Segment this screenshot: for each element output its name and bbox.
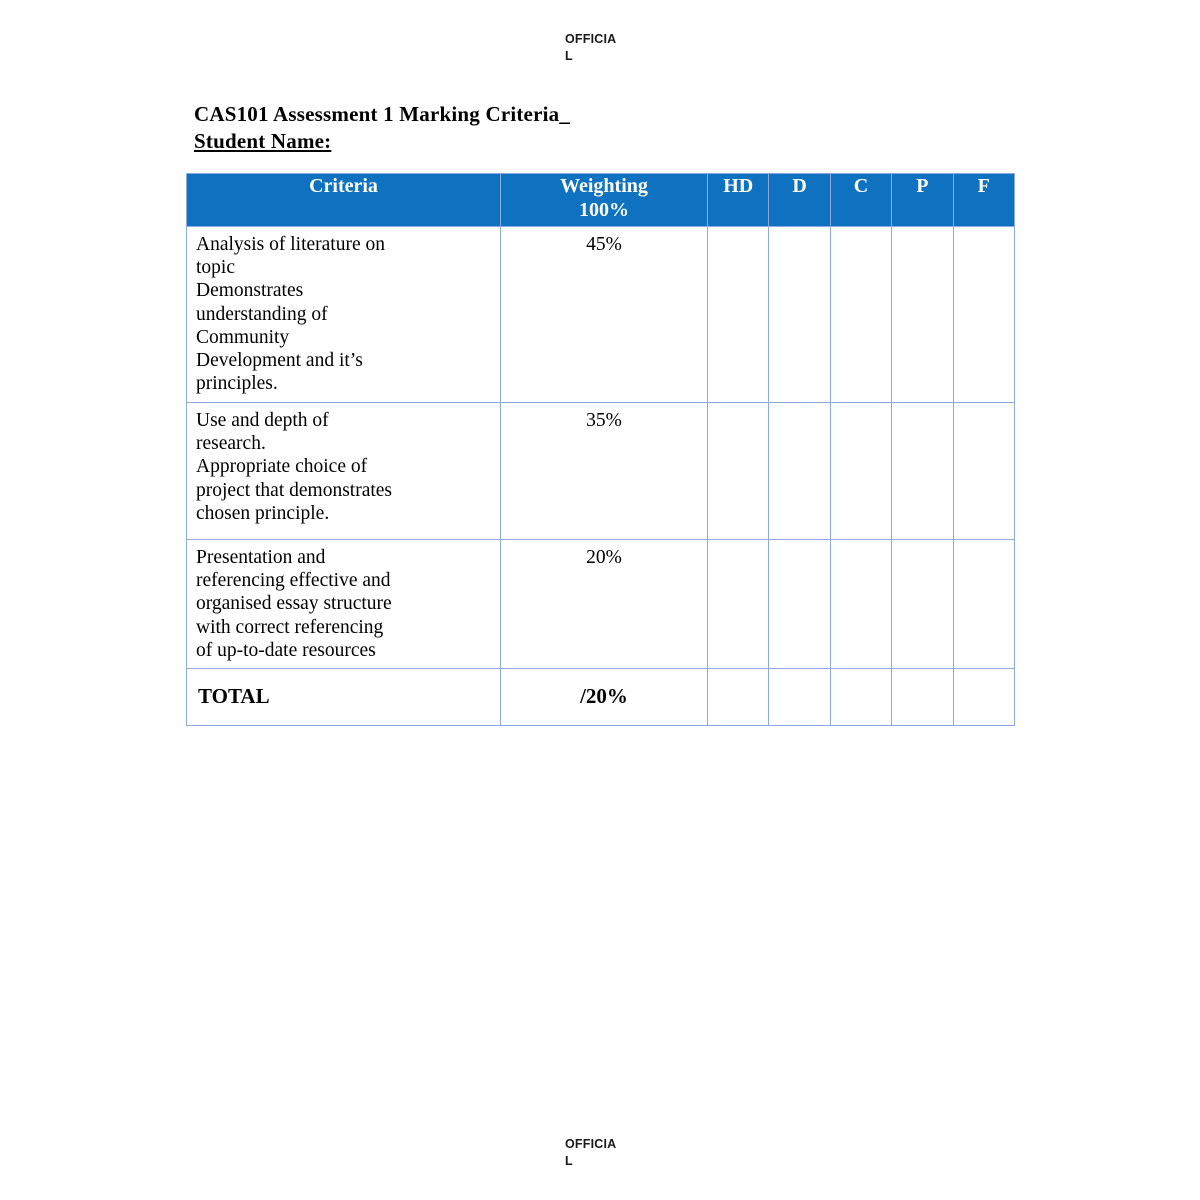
- table-header-row: [187, 174, 1015, 227]
- criteria-text-line: topic: [196, 257, 235, 279]
- criteria-text-line: chosen principle.: [196, 502, 330, 524]
- grade-cell-d-1[interactable]: [769, 227, 830, 403]
- classification-header-line-2: L: [565, 49, 573, 63]
- criteria-text-line: Community: [196, 326, 290, 348]
- grade-cell-c-1[interactable]: [830, 227, 891, 403]
- classification-header: [565, 31, 627, 65]
- total-grade-cell-hd[interactable]: [708, 669, 769, 726]
- grade-cell-f-2[interactable]: [953, 403, 1014, 540]
- classification-footer-line-2: L: [565, 1154, 573, 1168]
- table-body: [187, 227, 1015, 726]
- total-label: TOTAL: [187, 669, 501, 726]
- grade-cell-hd-1[interactable]: [708, 227, 769, 403]
- criteria-text-line: Appropriate choice of: [196, 456, 368, 478]
- criteria-text-line: Development and it’s: [196, 350, 363, 372]
- classification-footer: [565, 1136, 627, 1170]
- criteria-text-line: project that demonstrates: [196, 479, 393, 501]
- column-header-criteria: Criteria: [187, 174, 501, 227]
- table-row: [187, 403, 1015, 540]
- marking-criteria-table: [186, 173, 1015, 726]
- criteria-description-1: [187, 227, 501, 403]
- total-grade-cell-d[interactable]: [769, 669, 830, 726]
- criteria-text-line: Demonstrates: [196, 280, 304, 302]
- criteria-text-line: Analysis of literature on: [196, 234, 385, 255]
- grade-cell-p-2[interactable]: [892, 403, 953, 540]
- grade-cell-f-3[interactable]: [953, 540, 1014, 669]
- grade-cell-f-1[interactable]: [953, 227, 1014, 403]
- criteria-text-line: principles.: [196, 373, 278, 395]
- criteria-weighting-2: 35%: [501, 403, 708, 540]
- table-header: [187, 174, 1015, 227]
- table-row-total: [187, 669, 1015, 726]
- criteria-text-line: research.: [196, 433, 266, 455]
- total-grade-cell-f[interactable]: [953, 669, 1014, 726]
- grade-cell-p-1[interactable]: [892, 227, 953, 403]
- column-header-f: F: [953, 174, 1014, 227]
- table-row: [187, 227, 1015, 403]
- grade-cell-c-2[interactable]: [830, 403, 891, 540]
- column-header-p: P: [892, 174, 953, 227]
- table-row: [187, 540, 1015, 669]
- criteria-text-line: with correct referencing: [196, 616, 384, 638]
- criteria-weighting-1: 45%: [501, 227, 708, 403]
- column-header-weighting: [501, 174, 708, 227]
- total-weighting: /20%: [501, 669, 708, 726]
- total-grade-cell-p[interactable]: [892, 669, 953, 726]
- grade-cell-d-3[interactable]: [769, 540, 830, 669]
- column-header-weighting-line-1: Weighting: [560, 175, 648, 197]
- criteria-description-2: [187, 403, 501, 540]
- criteria-text-line: Use and depth of: [196, 410, 329, 431]
- criteria-description-3: [187, 540, 501, 669]
- student-name-label: Student Name:: [194, 129, 332, 153]
- criteria-text-line: organised essay structure: [196, 593, 392, 615]
- grade-cell-hd-2[interactable]: [708, 403, 769, 540]
- criteria-text-line: understanding of: [196, 303, 328, 325]
- grade-cell-p-3[interactable]: [892, 540, 953, 669]
- page-title-line-1: CAS101 Assessment 1 Marking Criteria_: [194, 102, 571, 126]
- grade-cell-d-2[interactable]: [769, 403, 830, 540]
- grade-cell-c-3[interactable]: [830, 540, 891, 669]
- page-title: [194, 101, 994, 155]
- marking-criteria-table-container: [186, 173, 1014, 726]
- total-grade-cell-c[interactable]: [830, 669, 891, 726]
- criteria-text-line: referencing effective and: [196, 570, 391, 592]
- criteria-weighting-3: 20%: [501, 540, 708, 669]
- classification-footer-line-1: OFFICIA: [565, 1137, 617, 1151]
- classification-header-line-1: OFFICIA: [565, 32, 617, 46]
- column-header-weighting-line-2: 100%: [579, 199, 629, 221]
- grade-cell-hd-3[interactable]: [708, 540, 769, 669]
- criteria-text-line: of up-to-date resources: [196, 639, 376, 661]
- criteria-text-line: Presentation and: [196, 547, 326, 568]
- column-header-c: C: [830, 174, 891, 227]
- column-header-hd: HD: [708, 174, 769, 227]
- column-header-d: D: [769, 174, 830, 227]
